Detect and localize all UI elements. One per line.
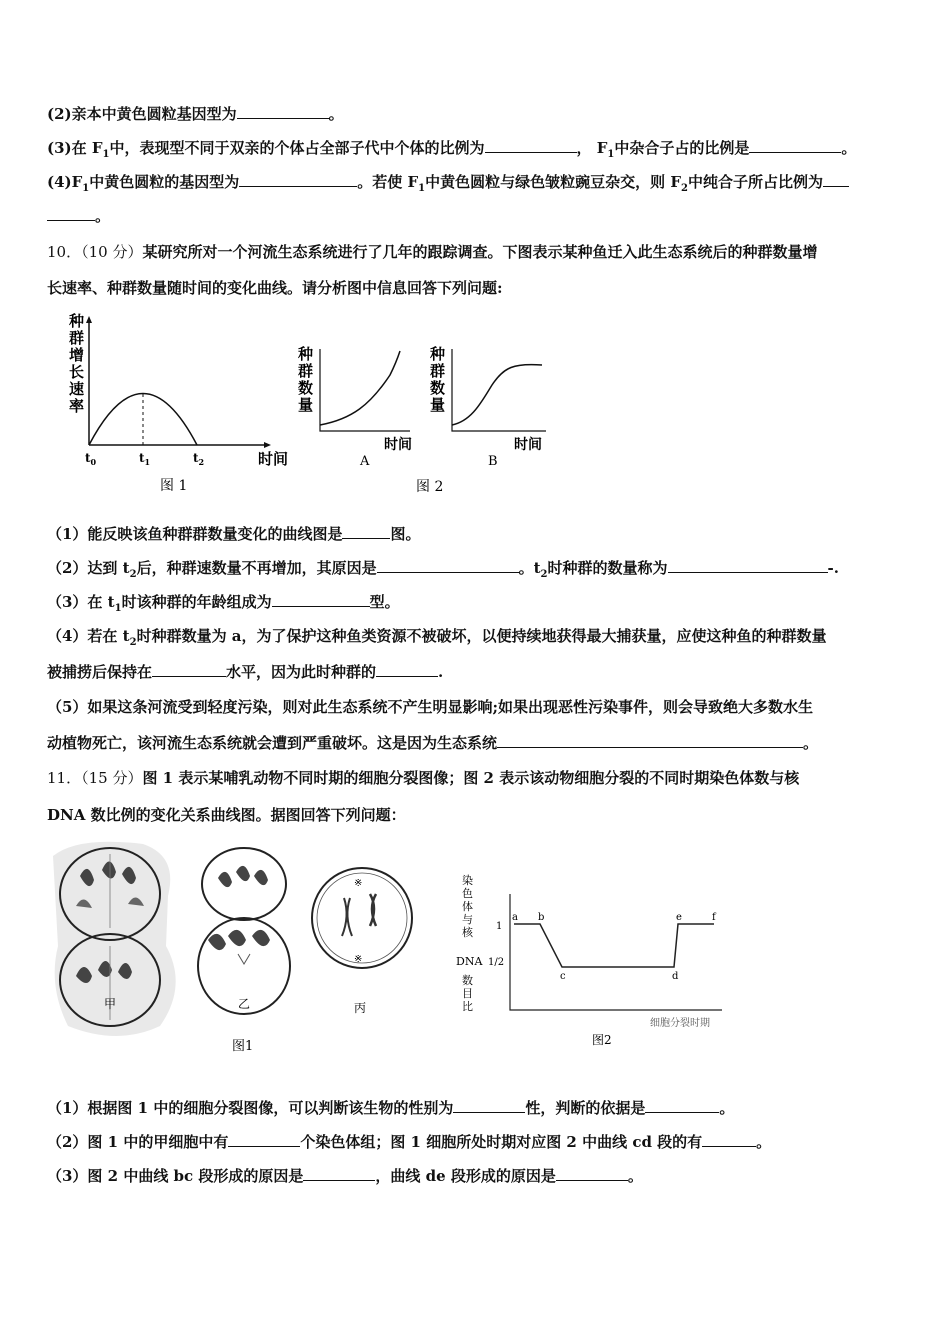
cell-yi-label: 乙: [238, 997, 251, 1011]
svg-text:群: 群: [69, 329, 85, 347]
answer-blank[interactable]: [645, 1098, 719, 1113]
q10-sub1: （1）能反映该鱼种群群数量变化的曲线图是 图。: [47, 525, 421, 543]
q9-part4-cont: 。: [47, 206, 110, 226]
answer-blank[interactable]: [453, 1098, 525, 1113]
x-axis-arrow: [264, 442, 271, 448]
ratio-curve: [514, 924, 714, 967]
q11-stem-cont: DNA 数比例的变化关系曲线图。据图回答下列问题：: [47, 806, 406, 824]
answer-blank[interactable]: [497, 733, 803, 748]
fig2-caption: 图 2: [416, 479, 444, 495]
svg-text:种: 种: [69, 312, 85, 330]
answer-blank[interactable]: [668, 558, 828, 573]
q11-figure-1: [48, 836, 428, 1061]
q11-fig1-caption: 图1: [232, 1039, 254, 1054]
tick-t0: $t_0$: [85, 451, 97, 467]
answer-blank[interactable]: [702, 1132, 756, 1147]
svg-text:量: 量: [430, 396, 446, 414]
svg-text:与: 与: [462, 913, 473, 926]
answer-blank[interactable]: [342, 524, 390, 539]
answer-blank[interactable]: [377, 558, 519, 573]
tick-t2: $t_2$: [193, 451, 205, 467]
curve-a-jshape: [320, 351, 400, 425]
curve-a-label: A: [360, 454, 370, 469]
q11-fig2-caption: 图2: [592, 1033, 612, 1047]
svg-text:数: 数: [462, 974, 473, 987]
y-tick-1: 1: [496, 921, 503, 932]
q9-part3: (3)在 $F_1$中，表现型不同于双亲的个体占全部子代中个体的比例为 ， $F_1$中杂合子占的比例是 。: [47, 139, 857, 160]
svg-text:量: 量: [298, 396, 314, 414]
curve-point-c: c: [560, 971, 566, 982]
q9-part2-text: (2)亲本中黄色圆粒基因型为: [47, 105, 237, 123]
svg-text:群: 群: [430, 362, 446, 380]
q11-sub1: （1）根据图 1 中的细胞分裂图像，可以判断该生物的性别为 性，判断的依据是 。: [47, 1099, 735, 1117]
fig2b-y-label: [429, 345, 445, 414]
svg-text:种: 种: [298, 345, 314, 363]
q11-sub3: （3）图 2 中曲线 bc 段形成的原因是 ，曲线 de 段形成的原因是 。: [47, 1167, 643, 1185]
answer-blank[interactable]: [272, 592, 370, 607]
q10-sub4-cont: 被捕捞后保持在 水平，因为此时种群的 .: [47, 663, 444, 681]
q11-fig2-x-label: 细胞分裂时期: [650, 1018, 710, 1029]
svg-text:率: 率: [69, 397, 85, 415]
svg-text:比: 比: [462, 1000, 473, 1013]
svg-text:长: 长: [69, 363, 85, 381]
answer-blank[interactable]: [237, 104, 329, 119]
svg-text:增: 增: [69, 346, 85, 364]
cell-jia-label: 甲: [104, 997, 117, 1011]
answer-blank[interactable]: [485, 138, 577, 153]
svg-text:种: 种: [430, 345, 446, 363]
curve-point-labels: [512, 912, 717, 982]
answer-blank[interactable]: [749, 138, 841, 153]
y-axis-arrow: [86, 316, 92, 323]
answer-blank[interactable]: [556, 1166, 628, 1181]
svg-text:体: 体: [462, 900, 473, 913]
curve-b-label: B: [488, 454, 498, 469]
svg-text:色: 色: [462, 887, 473, 900]
svg-text:数: 数: [430, 379, 446, 397]
answer-blank[interactable]: [303, 1166, 375, 1181]
fig1-caption: 图 1: [160, 478, 188, 494]
fig2a-y-label: [297, 345, 313, 414]
q11-figure-2: [452, 870, 742, 1050]
q10-figure-2: [292, 345, 562, 500]
cell-bing-label: 丙: [354, 1001, 367, 1015]
cell-yi: [198, 848, 290, 1014]
q10-sub3: （3）在 $t_1$时该种群的年龄组成为 型。: [47, 593, 400, 614]
svg-text:群: 群: [298, 362, 314, 380]
answer-blank[interactable]: [823, 172, 849, 187]
q11-fig2-y-label: [456, 873, 483, 1013]
question-number: 10．（10 分）: [47, 243, 143, 261]
svg-text:※: ※: [354, 878, 363, 889]
curve-b-sshape: [452, 365, 542, 425]
svg-text:染: 染: [462, 874, 473, 887]
q10-sub5-cont: 动植物死亡，该河流生态系统就会遭到严重破坏。这是因为生态系统 。: [47, 734, 819, 752]
tick-t1: $t_1$: [139, 451, 151, 467]
answer-blank[interactable]: [47, 206, 95, 221]
svg-text:※: ※: [354, 954, 363, 965]
svg-text:速: 速: [69, 380, 85, 398]
q10-sub5: （5）如果这条河流受到轻度污染，则对此生态系统不产生明显影响;如果出现恶性污染事件，则会导致绝大多数水生: [47, 698, 813, 716]
fig2a-x-label: 时间: [384, 437, 412, 453]
answer-blank[interactable]: [228, 1132, 300, 1147]
svg-text:目: 目: [462, 987, 473, 1000]
svg-text:核: 核: [462, 926, 473, 939]
cell-bing: [312, 868, 412, 968]
answer-blank[interactable]: [376, 662, 438, 677]
q11-stem: 11．（15 分）图 1 表示某哺乳动物不同时期的细胞分裂图像；图 2 表示该动物细胞分裂的不同时期染色体数与核: [47, 769, 800, 787]
answer-blank[interactable]: [239, 172, 357, 187]
curve-point-b: b: [538, 912, 545, 923]
curve-point-d: d: [672, 971, 679, 982]
curve-point-e: e: [676, 912, 682, 923]
q10-figure-1: [55, 312, 305, 497]
fig1-x-label: 时间: [258, 450, 289, 468]
fig1-y-label: [68, 312, 84, 415]
q10-sub4: （4）若在 $t_2$时种群数量为 a，为了保护这种鱼类资源不被破坏，以便持续地获得最大捕获量，应使这种鱼的种群数量: [47, 627, 827, 648]
curve-point-a: a: [512, 912, 518, 923]
answer-blank[interactable]: [152, 662, 226, 677]
q10-sub2: （2）达到 $t_2$后，种群速数量不再增加，其原因是 。$t_2$时种群的数量称为 -.: [47, 559, 839, 580]
q10-stem-cont: 长速率、种群数量随时间的变化曲线。请分析图中信息回答下列问题:: [47, 279, 503, 297]
y-tick-half: 1/2: [488, 957, 505, 968]
q10-stem: 10．（10 分）某研究所对一个河流生态系统进行了几年的跟踪调查。下图表示某种鱼迁入此生态系统后的种群数量增: [47, 243, 818, 261]
q11-sub2: （2）图 1 中的甲细胞中有 个染色体组；图 1 细胞所处时期对应图 2 中曲线 cd 段的有 。: [47, 1133, 772, 1151]
svg-text:DNA: DNA: [456, 955, 483, 968]
question-number: 11．（15 分）: [47, 769, 143, 787]
svg-text:数: 数: [298, 379, 314, 397]
q9-part2: (2)亲本中黄色圆粒基因型为 。: [47, 105, 344, 123]
q9-part4: $(4)F_1$中黄色圆粒的基因型为 。若使 $F_1$中黄色圆粒与绿色皱粒豌豆杂交，则 $F_2$中纯合子所占比例为: [47, 172, 849, 199]
fig2b-x-label: 时间: [514, 437, 542, 453]
curve-point-f: f: [712, 912, 716, 923]
